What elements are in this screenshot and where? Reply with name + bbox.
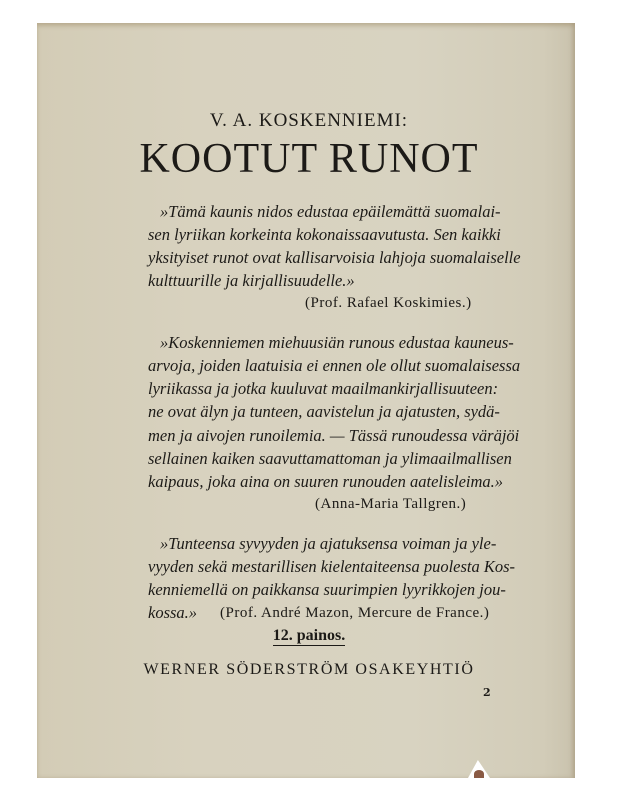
stain-mark bbox=[474, 770, 484, 778]
publisher-name: WERNER SÖDERSTRÖM OSAKEYHTIÖ bbox=[143, 661, 475, 678]
quote-3-line: kossa.» bbox=[148, 603, 198, 622]
quote-2-line: lyriikassa ja jotka kuuluvat maailmankirjallisuuteen: bbox=[148, 379, 499, 398]
quote-3-line: vyyden sekä mestarillisen kielentaiteensa puolesta Kos- bbox=[148, 557, 516, 576]
quote-2-line: kaipaus, joka aina on suuren runouden aatelisleima.» bbox=[148, 472, 504, 491]
quote-2-attribution: (Anna-Maria Tallgren.) bbox=[315, 496, 467, 512]
edition-text: 12. painos. bbox=[272, 627, 346, 644]
quote-1-attribution: (Prof. Rafael Koskimies.) bbox=[305, 295, 472, 311]
quote-2-line: sellainen kaiken saavuttamattoman ja ylimaailmallisen bbox=[148, 449, 512, 468]
quote-2-line: »Koskenniemen miehuusiän runous edustaa kauneus- bbox=[160, 333, 514, 352]
quote-3-line: kenniemellä on paikkansa suurimpien lyyrikkojen jou- bbox=[148, 580, 506, 599]
quote-2-line: arvoja, joiden laatuisia ei ennen ole ollut suomalaisessa bbox=[148, 356, 521, 375]
author-name: V. A. KOSKENNIEMI: bbox=[209, 110, 409, 131]
page-number: 2 bbox=[483, 686, 491, 699]
edition-label bbox=[0, 627, 618, 645]
quote-1-line: yksityiset runot ovat kallisarvoisia lahjoja suomalaiselle bbox=[148, 248, 521, 267]
quote-3-attribution: (Prof. André Mazon, Mercure de France.) bbox=[220, 605, 490, 621]
quote-1-line: kulttuurille ja kirjallisuudelle.» bbox=[148, 271, 355, 290]
book-title: KOOTUT RUNOT bbox=[139, 136, 479, 182]
quote-2-line: ne ovat älyn ja tunteen, aavistelun ja ajatusten, sydä- bbox=[148, 402, 500, 421]
quote-1-line: »Tämä kaunis nidos edustaa epäilemättä suomalai- bbox=[160, 202, 501, 221]
quote-2-line: men ja aivojen runoilemia. — Tässä runoudessa väräjöi bbox=[148, 426, 520, 445]
quote-3-line: »Tunteensa syvyyden ja ajatuksensa voiman ja yle- bbox=[160, 534, 497, 553]
quote-1-line: sen lyriikan korkeinta kokonaissaavutusta. Sen kaikki bbox=[148, 225, 501, 244]
